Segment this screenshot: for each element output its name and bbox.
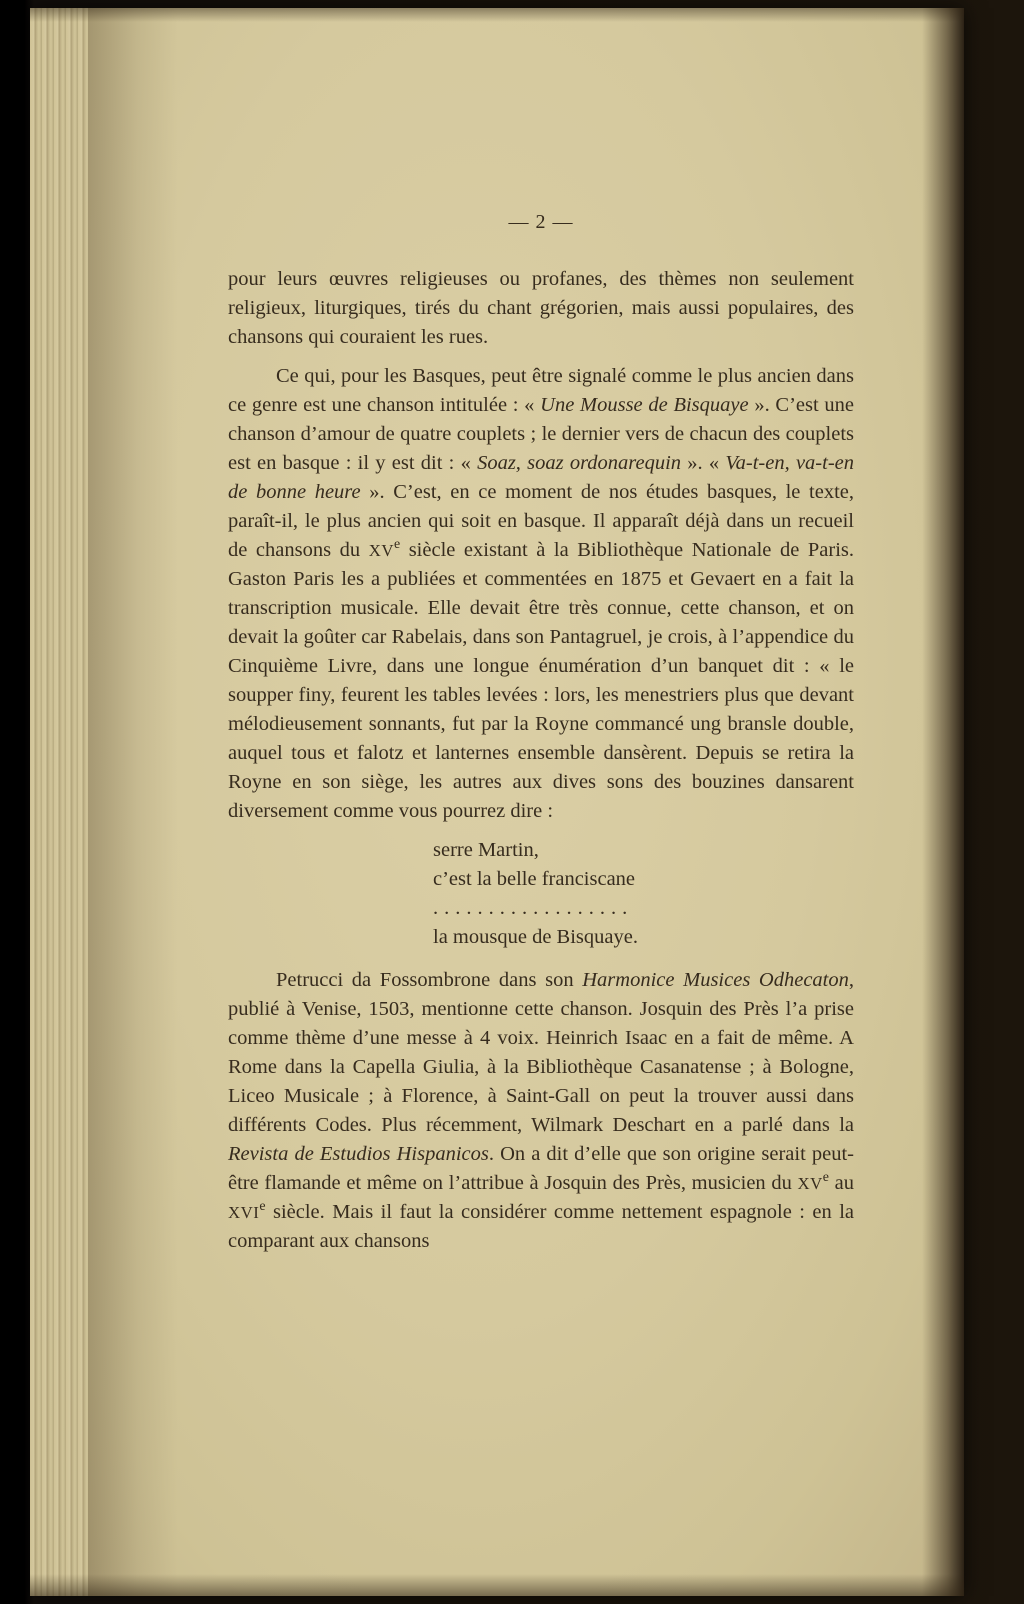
paragraph — [228, 362, 854, 826]
text-run: Va-t-en, va-t-en de bonne heure — [228, 452, 854, 503]
paragraph — [228, 966, 854, 1256]
text-run: XV — [368, 541, 394, 560]
text-run: ». C’est une chanson d’amour de quatre couplets ; le dernier vers de chacun des couplets est en basque : il y est dit : « — [228, 394, 854, 474]
text-run: Soaz, soaz ordonarequin — [477, 452, 682, 474]
text-run: Une Mousse de Bisquaye — [540, 394, 749, 416]
text-run: , publié à Venise, 1503, mentionne cette chanson. Josquin des Près l’a prise comme thème d’une messe à 4 voix. Heinrich Isaac en a fait de même. A Rome dans la Capella Giulia, à la Bibliothèque Casanatense ; à Bologne, Liceo Musicale ; à Florence, à Saint-Gall on peut la trouver aussi dans différents Codes. Plus récemment, Wilmark Deschart en a parlé dans la — [228, 969, 855, 1136]
gutter-shadow — [88, 8, 178, 1596]
page-right-edge-shadow — [922, 8, 964, 1596]
text-run: siècle. Mais il faut la considérer comme nettement espagnole : en la comparant aux chansons — [228, 1201, 854, 1252]
text-run: XVI — [228, 1203, 260, 1222]
text-run: e — [393, 537, 401, 553]
verse — [433, 836, 854, 952]
paragraph — [228, 265, 854, 352]
page-top-edge-shadow — [30, 8, 964, 22]
text-run: ». « — [681, 452, 726, 474]
verse-line: la mousque de Bisquaye. — [433, 926, 638, 948]
verse-line: .................. — [433, 897, 634, 919]
page-number: — 2 — — [508, 211, 574, 233]
text-run: au — [828, 1172, 854, 1194]
text-block — [228, 208, 854, 1266]
text-run: Revista de Estudios Hispanicos — [228, 1143, 489, 1165]
book-page — [30, 8, 964, 1596]
text-run: e — [259, 1199, 266, 1215]
page-bottom-edge-shadow — [30, 1574, 964, 1596]
text-run: XV — [797, 1174, 823, 1193]
text-run: siècle existant à la Bibliothèque Nationale de Paris. Gaston Paris les a publiées et commentées en 1875 et Gevaert en a fait la transcription musicale. Elle devait être très connue, cette chanson, et on devait la goûter car Rabelais, dans son Pantagruel, je crois, à l’appendice du Cinquième Livre, dans une longue énumération d’un banquet dit : « le soupper finy, feurent les tables levées : lors, les menestriers plus que devant mélodieusement sonnants, fut par la Royne commancé ung bransle double, auquel tous et falotz et lanternes ensemble dansèrent. Depuis se retira la Royne en son siège, les autres aux dives sons des bouzines dansarent diversement comme vous pourrez dire : — [228, 539, 854, 822]
text-run: . On a dit d’elle que son origine serait peut-être flamande et même on l’attribue à Josquin des Près, musicien du — [228, 1143, 854, 1194]
text-run: Ce qui, pour les Basques, peut être signalé comme le plus ancien dans ce genre est une chanson intitulée : « — [228, 365, 854, 416]
text-run: ». C’est, en ce moment de nos études basques, le texte, paraît-il, le plus ancien qui soit en basque. Il apparaît déjà dans un recueil de chansons du — [228, 481, 854, 561]
verse-line: serre Martin, — [433, 839, 539, 861]
text-run: Harmonice Musices Odhecaton — [582, 969, 849, 991]
page-stack-edges — [30, 8, 88, 1596]
text-run: Petrucci da Fossombrone dans son — [276, 969, 583, 991]
verse-line: c’est la belle franciscane — [433, 868, 636, 890]
text-run: e — [822, 1170, 829, 1186]
body-text-container — [228, 265, 854, 1256]
text-run: pour leurs œuvres religieuses ou profanes, des thèmes non seulement religieux, liturgiques, tirés du chant grégorien, mais aussi populaires, des chansons qui couraient les rues. — [228, 268, 854, 348]
